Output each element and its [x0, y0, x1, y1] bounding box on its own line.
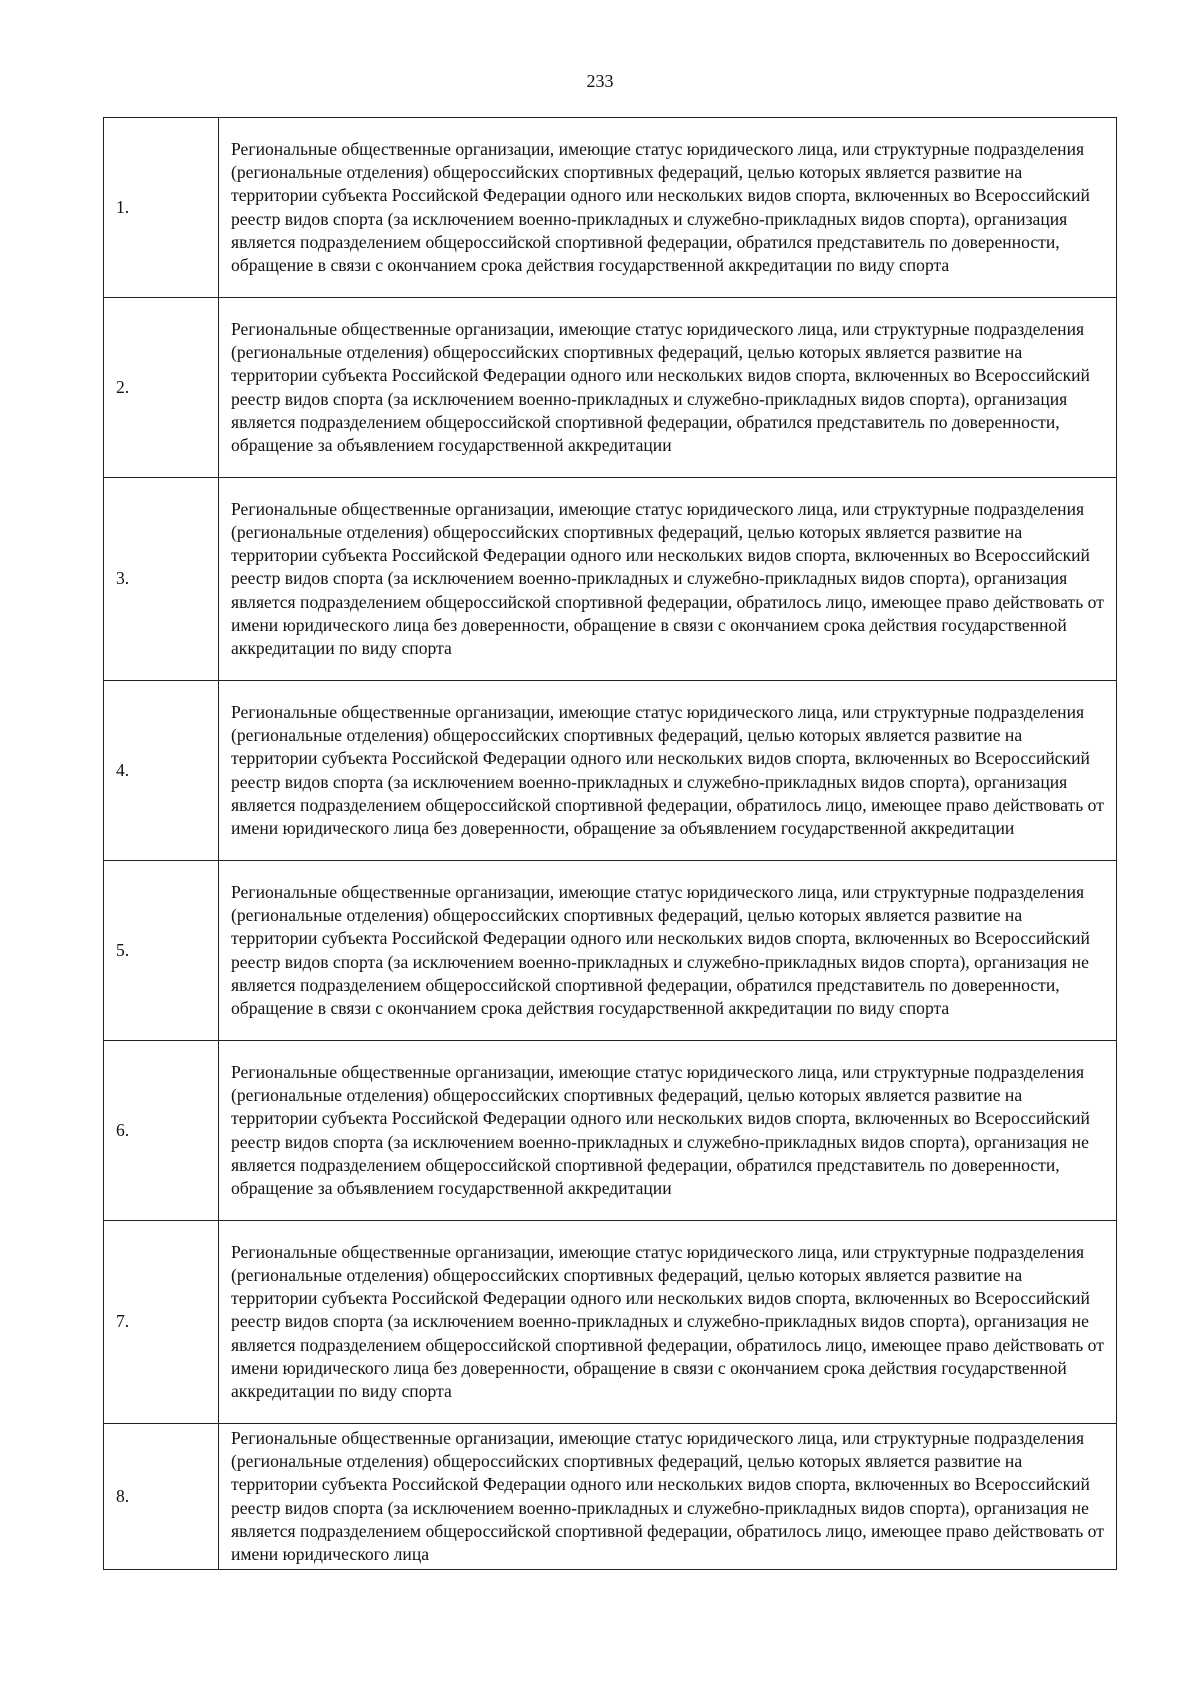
row-text: Региональные общественные организации, имеющие статус юридического лица, или структурные подразделения (региональные отделения) общероссийских спортивных федераций, целью которых является развитие на территории субъекта Российской Федерации одного или нескольких видов спорта, включенных во Всероссийский реестр видов спорта (за исключением военно-прикладных и служебно-прикладных видов спорта), организация является подразделением общероссийской спортивной федерации, обратился представитель по доверенности, обращение за объявлением государственной аккредитации [219, 298, 1117, 478]
row-number: 6. [104, 1041, 219, 1221]
table-row [104, 298, 1117, 478]
table-row [104, 118, 1117, 298]
row-number: 1. [104, 118, 219, 298]
row-text: Региональные общественные организации, имеющие статус юридического лица, или структурные подразделения (региональные отделения) общероссийских спортивных федераций, целью которых является развитие на территории субъекта Российской Федерации одного или нескольких видов спорта, включенных во Всероссийский реестр видов спорта (за исключением военно-прикладных и служебно-прикладных видов спорта), организация является подразделением общероссийской спортивной федерации, обратилось лицо, имеющее право действовать от имени юридического лица без доверенности, обращение за объявлением государственной аккредитации [219, 681, 1117, 861]
table-row [104, 1424, 1117, 1570]
table-row [104, 681, 1117, 861]
table-row [104, 1221, 1117, 1424]
row-text: Региональные общественные организации, имеющие статус юридического лица, или структурные подразделения (региональные отделения) общероссийских спортивных федераций, целью которых является развитие на территории субъекта Российской Федерации одного или нескольких видов спорта, включенных во Всероссийский реестр видов спорта (за исключением военно-прикладных и служебно-прикладных видов спорта), организация не является подразделением общероссийской спортивной федерации, обратился представитель по доверенности, обращение в связи с окончанием срока действия государственной аккредитации по виду спорта [219, 861, 1117, 1041]
table-row [104, 861, 1117, 1041]
row-text: Региональные общественные организации, имеющие статус юридического лица, или структурные подразделения (региональные отделения) общероссийских спортивных федераций, целью которых является развитие на территории субъекта Российской Федерации одного или нескольких видов спорта, включенных во Всероссийский реестр видов спорта (за исключением военно-прикладных и служебно-прикладных видов спорта), организация является подразделением общероссийской спортивной федерации, обратился представитель по доверенности, обращение в связи с окончанием срока действия государственной аккредитации по виду спорта [219, 118, 1117, 298]
row-number: 7. [104, 1221, 219, 1424]
table-row [104, 1041, 1117, 1221]
row-number: 2. [104, 298, 219, 478]
row-number: 8. [104, 1424, 219, 1570]
variants-table [103, 117, 1117, 1570]
table-row [104, 478, 1117, 681]
row-number: 3. [104, 478, 219, 681]
row-text: Региональные общественные организации, имеющие статус юридического лица, или структурные подразделения (региональные отделения) общероссийских спортивных федераций, целью которых является развитие на территории субъекта Российской Федерации одного или нескольких видов спорта, включенных во Всероссийский реестр видов спорта (за исключением военно-прикладных и служебно-прикладных видов спорта), организация не является подразделением общероссийской спортивной федерации, обратилось лицо, имеющее право действовать от имени юридического лица [219, 1424, 1117, 1570]
row-text: Региональные общественные организации, имеющие статус юридического лица, или структурные подразделения (региональные отделения) общероссийских спортивных федераций, целью которых является развитие на территории субъекта Российской Федерации одного или нескольких видов спорта, включенных во Всероссийский реестр видов спорта (за исключением военно-прикладных и служебно-прикладных видов спорта), организация не является подразделением общероссийской спортивной федерации, обратился представитель по доверенности, обращение за объявлением государственной аккредитации [219, 1041, 1117, 1221]
row-number: 4. [104, 681, 219, 861]
page-number: 233 [586, 71, 614, 91]
row-text: Региональные общественные организации, имеющие статус юридического лица, или структурные подразделения (региональные отделения) общероссийских спортивных федераций, целью которых является развитие на территории субъекта Российской Федерации одного или нескольких видов спорта, включенных во Всероссийский реестр видов спорта (за исключением военно-прикладных и служебно-прикладных видов спорта), организация не является подразделением общероссийской спортивной федерации, обратилось лицо, имеющее право действовать от имени юридического лица без доверенности, обращение в связи с окончанием срока действия государственной аккредитации по виду спорта [219, 1221, 1117, 1424]
row-number: 5. [104, 861, 219, 1041]
row-text: Региональные общественные организации, имеющие статус юридического лица, или структурные подразделения (региональные отделения) общероссийских спортивных федераций, целью которых является развитие на территории субъекта Российской Федерации одного или нескольких видов спорта, включенных во Всероссийский реестр видов спорта (за исключением военно-прикладных и служебно-прикладных видов спорта), организация является подразделением общероссийской спортивной федерации, обратилось лицо, имеющее право действовать от имени юридического лица без доверенности, обращение в связи с окончанием срока действия государственной аккредитации по виду спорта [219, 478, 1117, 681]
